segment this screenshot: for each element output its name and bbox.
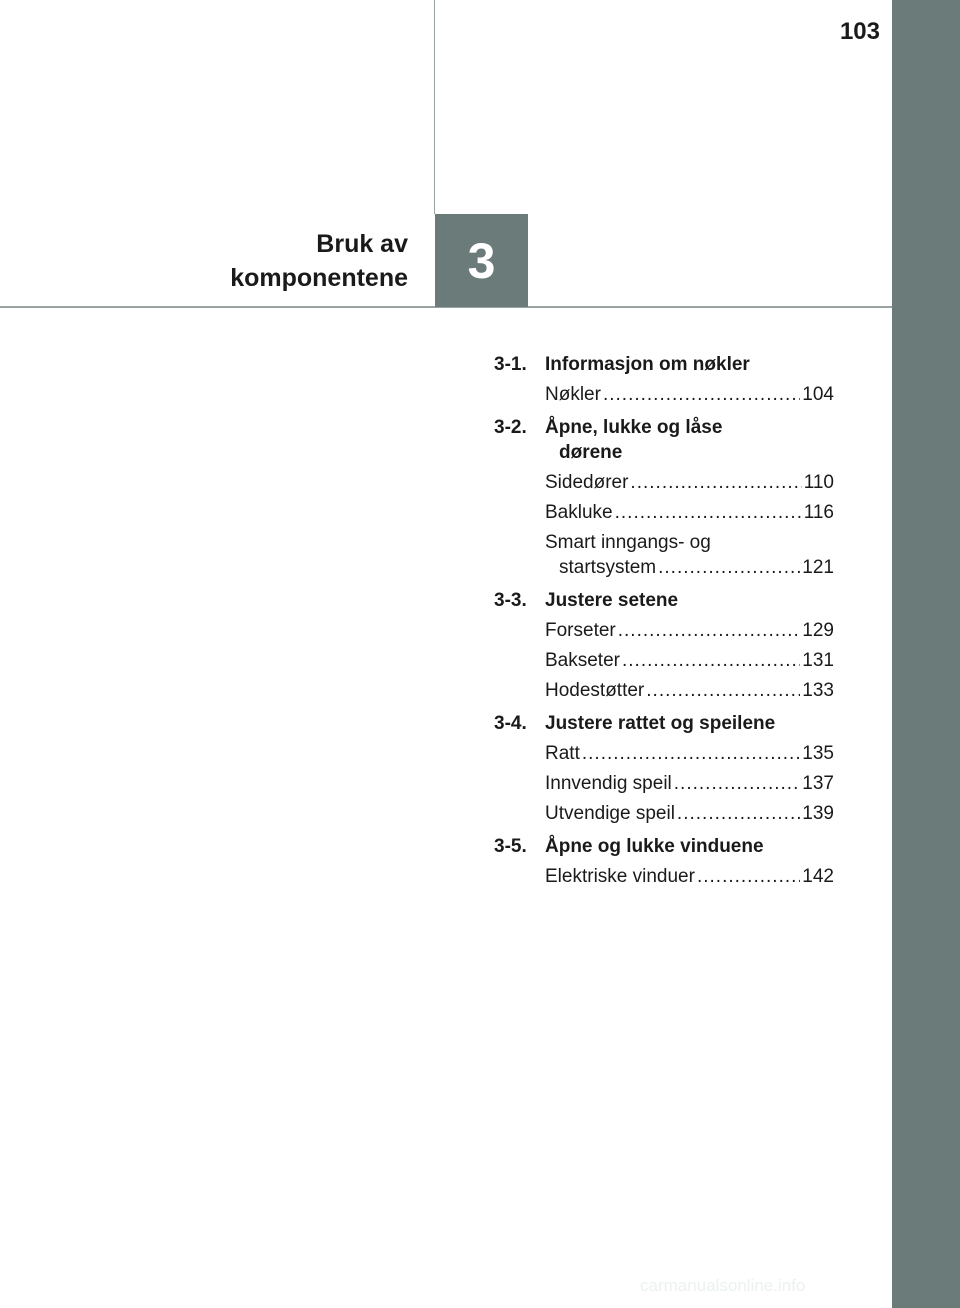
toc-section-title-line: Informasjon om nøkler: [545, 354, 750, 375]
toc-entry-line: [545, 864, 834, 889]
toc-section-title: [545, 834, 834, 859]
toc-entry-label: startsystem: [559, 557, 657, 578]
toc-entry-line: [545, 382, 834, 407]
toc-entry-line: [545, 648, 834, 673]
toc-leader-dots: [582, 741, 800, 766]
page-number: 103: [839, 18, 880, 45]
toc-entry-line: [545, 771, 834, 796]
vertical-divider: [434, 0, 435, 214]
toc-section-title-line: dørene: [559, 442, 623, 463]
toc-entry[interactable]: [494, 382, 834, 407]
toc-entry[interactable]: [494, 678, 834, 703]
toc-section: [494, 352, 834, 407]
toc-entry-page-number: 139: [802, 803, 834, 824]
toc-entry-label: Nøkler: [545, 384, 601, 405]
toc-entry-page-number: 131: [802, 650, 834, 671]
toc-entry-line: [545, 678, 834, 703]
toc-leader-dots: [658, 555, 800, 580]
toc-section-heading: [494, 352, 834, 382]
toc-entry[interactable]: [494, 500, 834, 525]
chapter-number-box: 3: [435, 214, 528, 307]
toc-entry-line: [545, 618, 834, 643]
toc-entry-label: Sidedører: [545, 472, 629, 493]
toc-entry-page-number: 129: [802, 620, 834, 641]
toc-entry-label-line: Smart inngangs- og: [545, 532, 711, 553]
toc-entry-page-number: 121: [802, 557, 834, 578]
toc-entry[interactable]: [494, 618, 834, 643]
toc-entry-line: [545, 801, 834, 826]
watermark: carmanualsonline.info: [640, 1276, 806, 1295]
toc-entry-label: Elektriske vinduer: [545, 866, 695, 887]
toc-leader-dots: [618, 618, 801, 643]
toc-entry-page-number: 116: [803, 502, 834, 523]
toc-entry[interactable]: [494, 801, 834, 826]
toc-section: [494, 588, 834, 703]
toc-section: [494, 415, 834, 580]
toc-entry-label: Bakseter: [545, 650, 620, 671]
toc-section-number: 3-1.: [494, 354, 527, 375]
toc-leader-dots: [646, 678, 800, 703]
toc-section: [494, 711, 834, 826]
toc-entry-page-number: 104: [802, 384, 834, 405]
toc-leader-dots: [603, 382, 800, 407]
toc-section-heading: [494, 711, 834, 741]
chapter-title: [150, 227, 408, 295]
toc-section-number: 3-4.: [494, 713, 527, 734]
toc-leader-dots: [677, 801, 800, 826]
toc-entry[interactable]: [494, 648, 834, 673]
table-of-contents: [494, 352, 834, 897]
toc-section-number: 3-2.: [494, 417, 527, 438]
toc-section-title: [545, 352, 834, 377]
toc-entry-label: Utvendige speil: [545, 803, 675, 824]
toc-leader-dots: [630, 470, 801, 495]
toc-entry-label: Forseter: [545, 620, 616, 641]
toc-entry-page-number: 110: [803, 472, 834, 493]
toc-leader-dots: [622, 648, 800, 673]
toc-section-title-line: Åpne, lukke og låse: [545, 417, 723, 438]
toc-entry-label: Ratt: [545, 743, 580, 764]
toc-entry-page-number: 142: [802, 866, 834, 887]
toc-entry-line: [545, 741, 834, 766]
toc-entry[interactable]: [494, 741, 834, 766]
toc-entry[interactable]: [494, 864, 834, 889]
toc-section-title: [545, 588, 834, 613]
toc-leader-dots: [615, 500, 802, 525]
toc-entry-label: Bakluke: [545, 502, 613, 523]
toc-section-title: [545, 711, 834, 736]
toc-section-number: 3-5.: [494, 836, 527, 857]
toc-section-title: [545, 415, 834, 465]
toc-section-heading: [494, 588, 834, 618]
toc-section-title-line: Justere rattet og speilene: [545, 713, 776, 734]
chapter-side-bar: [892, 0, 960, 1308]
toc-section-heading: [494, 834, 834, 864]
toc-entry-line: [545, 500, 834, 525]
toc-entry-page-number: 137: [802, 773, 834, 794]
toc-entry-label: Innvendig speil: [545, 773, 672, 794]
toc-section-heading: [494, 415, 834, 470]
chapter-title-line-2: komponentene: [230, 264, 408, 292]
toc-section: [494, 834, 834, 889]
toc-entry[interactable]: [494, 530, 834, 580]
toc-section-number: 3-3.: [494, 590, 527, 611]
toc-leader-dots: [674, 771, 801, 796]
toc-entry[interactable]: [494, 470, 834, 495]
toc-section-title-line: Åpne og lukke vinduene: [545, 836, 764, 857]
toc-entry[interactable]: [494, 771, 834, 796]
toc-entry-page-number: 135: [802, 743, 834, 764]
toc-entry-line: [545, 555, 834, 580]
chapter-title-line-1: Bruk av: [316, 230, 408, 258]
toc-entry-line: [545, 470, 834, 495]
toc-section-title-line: Justere setene: [545, 590, 679, 611]
toc-leader-dots: [697, 864, 800, 889]
toc-entry-page-number: 133: [802, 680, 834, 701]
toc-entry-label: Hodestøtter: [545, 680, 645, 701]
